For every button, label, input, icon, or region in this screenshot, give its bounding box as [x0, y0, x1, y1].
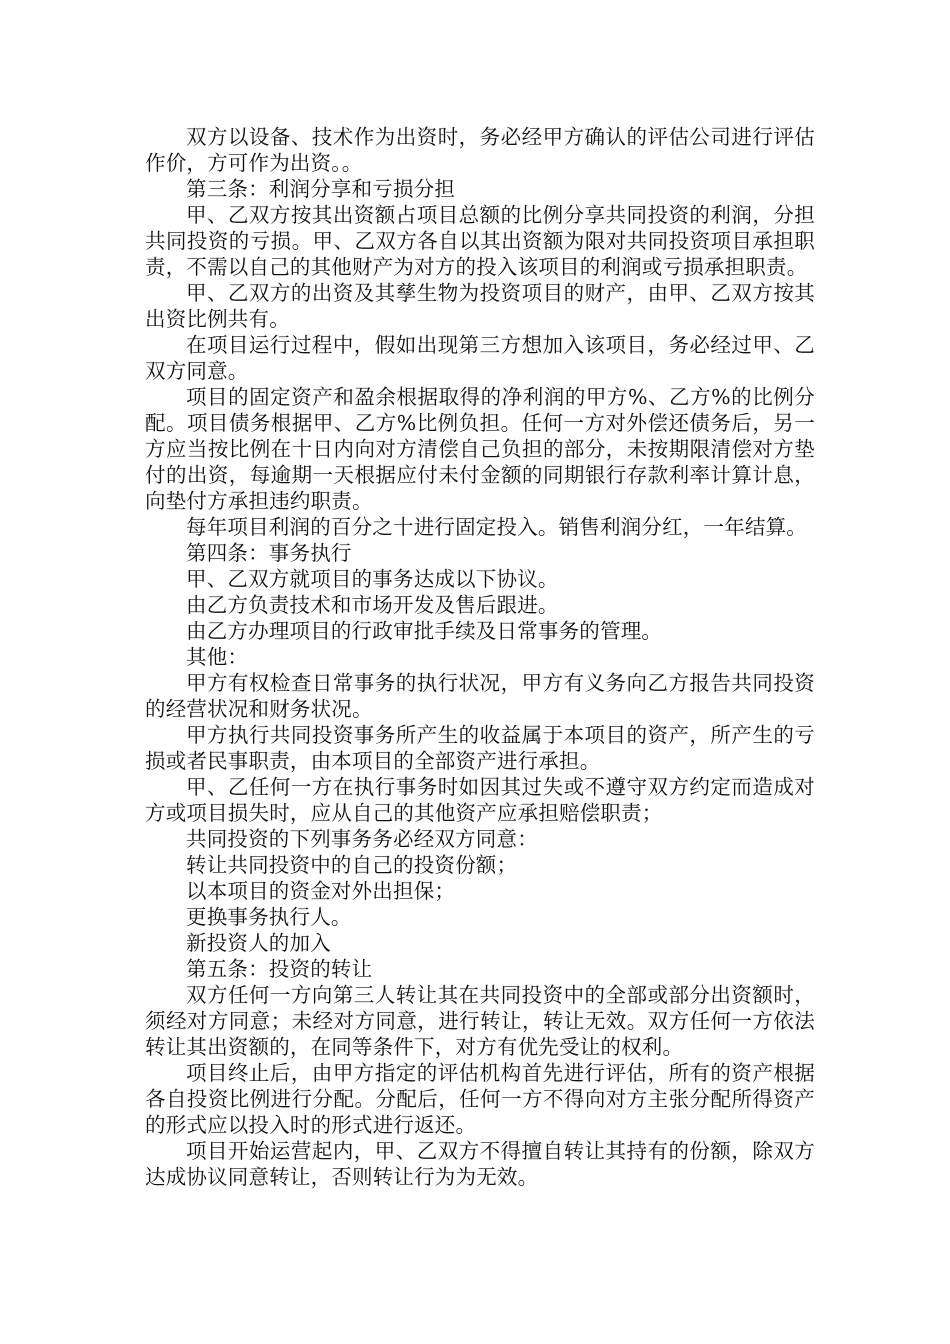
document-body: [145, 124, 815, 1190]
list-item-replace-executor: 更换事务执行人。: [186, 905, 352, 929]
paragraph-profit-sharing: 甲、乙双方按其出资额占项目总额的比例分享共同投资的利润，分担共同投资的亏损。甲、乙双方各自以其出资额为限对共同投资项目承担职责，不需以自己的其他财产为对方的投入该项目的利润或亏损承担职责。: [145, 203, 815, 279]
heading-article-3: 第三条：利润分享和亏损分担: [186, 177, 456, 201]
paragraph-admin: 由乙方办理项目的行政审批手续及日常事务的管理。: [186, 619, 663, 643]
paragraph-inspection-rights: 甲方有权检查日常事务的执行状况，甲方有义务向乙方报告共同投资的经营状况和财务状况。: [145, 671, 815, 721]
paragraph-liability: 甲、乙任何一方在执行事务时如因其过失或不遵守双方约定而造成对方或项目损失时，应从自己的其他资产应承担赔偿职责；: [145, 775, 815, 825]
paragraph-joint-property: 甲、乙双方的出资及其孳生物为投资项目的财产，由甲、乙双方按其出资比例共有。: [145, 281, 815, 331]
paragraph-third-party: 在项目运行过程中，假如出现第三方想加入该项目，务必经过甲、乙双方同意。: [145, 333, 815, 383]
paragraph-other-label: 其他：: [186, 645, 249, 669]
paragraph-capital-appraisal: 双方以设备、技术作为出资时，务必经甲方确认的评估公司进行评估作价，方可作为出资。。: [145, 125, 815, 175]
paragraph-termination: 项目终止后，由甲方指定的评估机构首先进行评估，所有的资产根据各自投资比例进行分配。分配后，任何一方不得向对方主张分配所得资产的形式应以投入时的形式进行返还。: [145, 1061, 815, 1137]
heading-article-5: 第五条：投资的转让: [186, 957, 373, 981]
paragraph-no-transfer: 项目开始运营起内，甲、乙双方不得擅自转让其持有的份额，除双方达成协议同意转让，否则转让行为为无效。: [145, 1139, 815, 1189]
paragraph-tech-market: 由乙方负责技术和市场开发及售后跟进。: [186, 593, 559, 617]
paragraph-annual-investment: 每年项目利润的百分之十进行固定投入。销售利润分红，一年结算。: [186, 515, 807, 539]
list-item-transfer-share: 转让共同投资中的自己的投资份额；: [186, 853, 518, 877]
list-item-new-investor: 新投资人的加入: [186, 931, 331, 955]
heading-article-4: 第四条：事务执行: [186, 541, 352, 565]
paragraph-consent-required: 共同投资的下列事务务必经双方同意：: [186, 827, 538, 851]
paragraph-income-losses: 甲方执行共同投资事务所产生的收益属于本项目的资产，所产生的亏损或者民事职责，由本项目的全部资产进行承担。: [145, 723, 815, 773]
list-item-guarantee: 以本项目的资金对外出担保；: [186, 879, 456, 903]
paragraph-asset-distribution: 项目的固定资产和盈余根据取得的净利润的甲方%、乙方%的比例分配。项目债务根据甲、乙方%比例负担。任何一方对外偿还债务后，另一方应当按比例在十日内向对方清偿自己负担的部分，未按期限清偿对方垫付的出资，每逾期一天根据应付未付金额的同期银行存款利率计算计息，向垫付方承担违约职责。: [145, 385, 815, 513]
paragraph-transfer-consent: 双方任何一方向第三人转让其在共同投资中的全部或部分出资额时，须经对方同意；未经对方同意，进行转让，转让无效。双方任何一方依法转让其出资额的，在同等条件下，对方有优先受让的权利。: [145, 983, 815, 1059]
paragraph-agreement: 甲、乙双方就项目的事务达成以下协议。: [186, 567, 559, 591]
